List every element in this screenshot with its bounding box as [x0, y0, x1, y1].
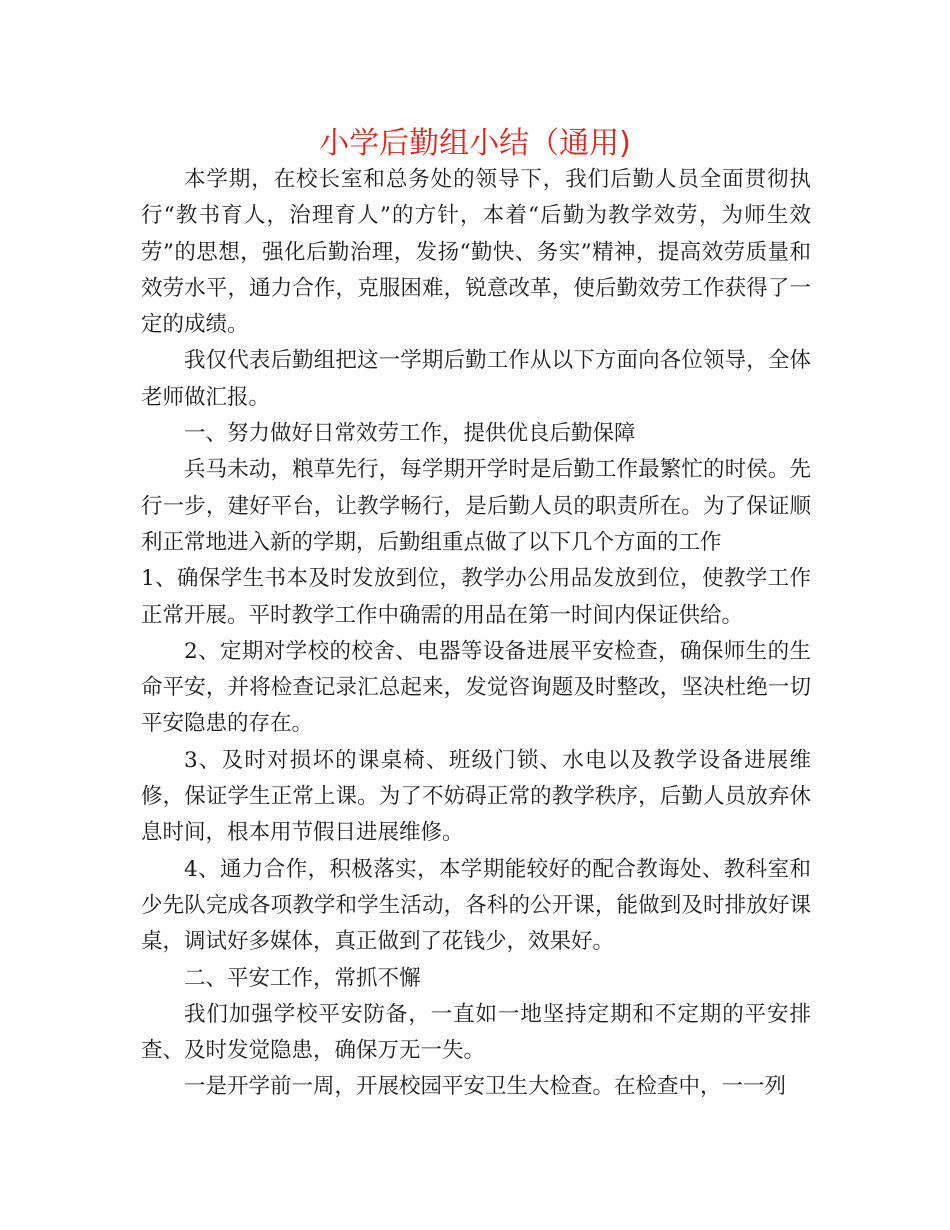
- paragraph-safety-check: 一是开学前一周，开展校园平安卫生大检查。在检查中，一一列: [184, 1074, 787, 1100]
- paragraph-item-4: 4、通力合作，积极落实，本学期能较好的配合教诲处、教科室和少先队完成各项教学和学生活动，各科的公开课，能做到及时排放好课桌，调试好多媒体，真正做到了花钱少，效果好。: [141, 856, 811, 955]
- paragraph-item-2: 2、定期对学校的校舍、电器等设备进展平安检查，确保师生的生命平安，并将检查记录汇总起来，发觉咨询题及时整改，坚决杜绝一切平安隐患的存在。: [141, 638, 811, 737]
- paragraph-item-1: 1、确保学生书本及时发放到位，教学办公用品发放到位，使教学工作正常开展。平时教学工作中确需的用品在第一时间内保证供给。: [141, 566, 811, 628]
- paragraph-intro: 本学期，在校长室和总务处的领导下，我们后勤人员全面贯彻执行“教书育人，治理育人”的方针，本着“后勤为教学效劳，为师生效劳”的思想，强化后勤治理，发扬“勤快、务实”精神，提高效劳质量和效劳水平，通力合作，克服困难，锐意改革，使后勤效劳工作获得了一定的成绩。: [141, 167, 811, 338]
- section-heading-daily-service: 一、努力做好日常效劳工作，提供优良后勤保障: [184, 421, 636, 447]
- paragraph-report: 我仅代表后勤组把这一学期后勤工作从以下方面向各位领导，全体老师做汇报。: [141, 348, 811, 410]
- paragraph-safety: 我们加强学校平安防备，一直如一地坚持定期和不定期的平安排查、及时发觉隐患，确保万无一失。: [141, 1001, 811, 1064]
- section-heading-safety: 二、平安工作，常抓不懈: [184, 965, 421, 991]
- document-body: [141, 162, 811, 1106]
- paragraph-item-3: 3、及时对损坏的课桌椅、班级门锁、水电以及教学设备进展维修，保证学生正常上课。为了不妨碍正常的教学秩序，后勤人员放弃休息时间，根本用节假日进展维修。: [141, 747, 811, 846]
- paragraph-daily-service: 兵马未动，粮草先行，每学期开学时是后勤工作最繁忙的时侯。先行一步，建好平台，让教学畅行，是后勤人员的职责所在。为了保证顺利正常地进入新的学期，后勤组重点做了以下几个方面的工作: [141, 457, 811, 555]
- document-title: 小学后勤组小结（通用): [319, 126, 631, 161]
